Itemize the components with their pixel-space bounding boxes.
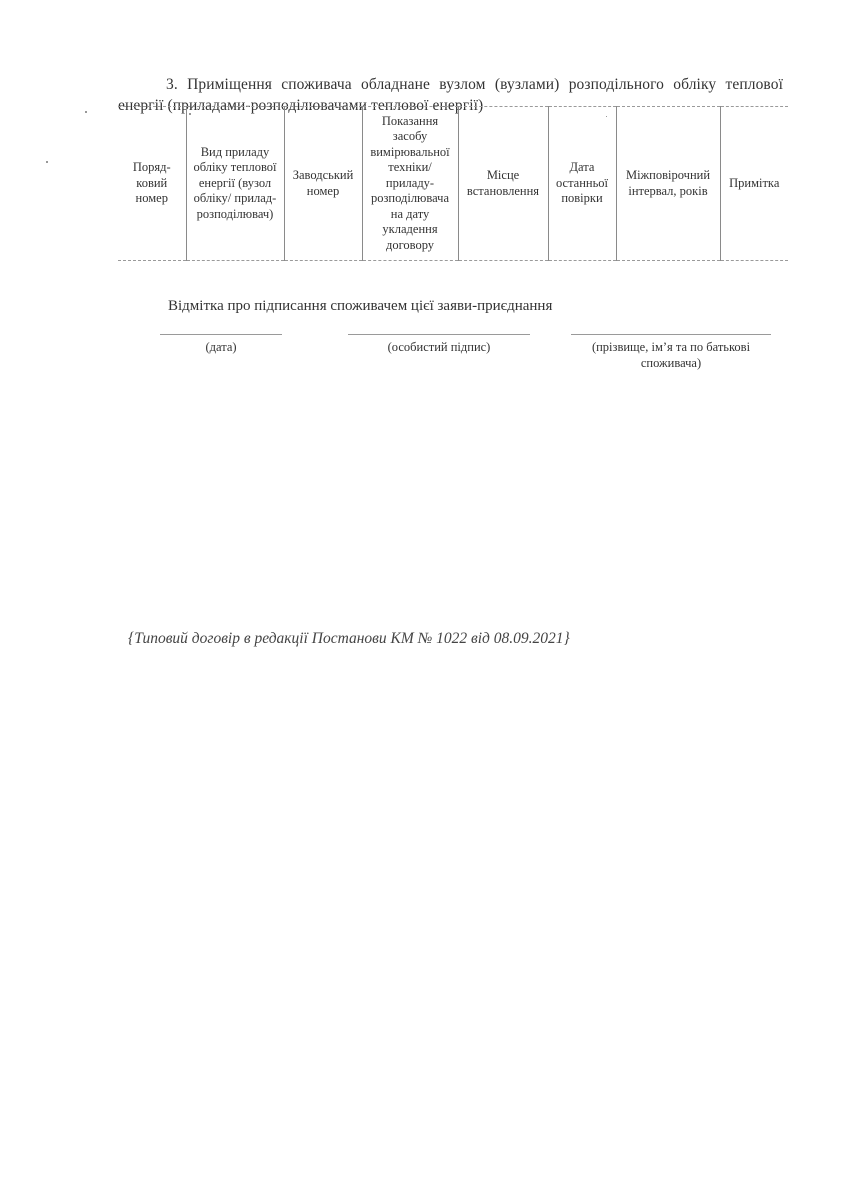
signature-label: (особистий підпис) (387, 340, 491, 354)
signature-line (348, 334, 530, 335)
header-sequence-number: Поряд-ковий номер (118, 107, 186, 261)
table-header-row (118, 107, 788, 261)
date-line (160, 334, 282, 335)
name-label: (прізвище, ім’я та по батькові споживача) (591, 340, 751, 370)
name-line (571, 334, 771, 335)
signature-caption: Відмітка про підписання споживачем цієї заяви-приєднання (168, 298, 553, 314)
scan-speck (85, 111, 87, 113)
header-note: Примітка (720, 107, 788, 261)
scan-speck (46, 161, 48, 163)
header-readings: Показання засобу вимірювальної техніки/ приладу-розподілювача на дату укладення договору (362, 107, 458, 261)
meters-table (118, 106, 788, 261)
header-verification-interval: Міжповірочний інтервал, років (616, 107, 720, 261)
section-3-paragraph: 3. Приміщення споживача обладнане вузлом (вузлами) розподільного обліку теплової енергії (приладами-розподілювачами теплової енергії) (118, 75, 783, 114)
footer-note: {Типовий договір в редакції Постанови КМ № 1022 від 08.09.2021} (128, 630, 570, 647)
header-device-type: Вид приладу обліку теплової енергії (вузол обліку/ прилад-розподілювач) (186, 107, 284, 261)
meters-table-wrapper (118, 106, 788, 261)
header-last-verification-date: Дата останньої повірки (548, 107, 616, 261)
header-serial-number: Заводський номер (284, 107, 362, 261)
header-installation-place: Місце встановлення (458, 107, 548, 261)
scan-speck (606, 116, 607, 117)
date-label: (дата) (205, 340, 237, 354)
scan-speck (189, 113, 191, 115)
